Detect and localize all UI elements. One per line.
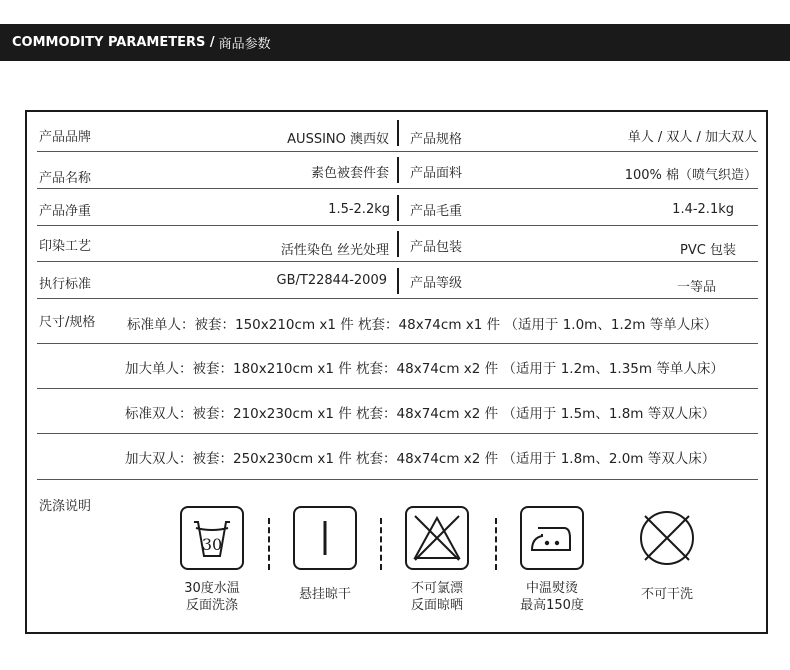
care-text: 最高150度 xyxy=(520,598,584,613)
param-value: 1.4-2.1kg xyxy=(672,202,734,217)
param-label: 产品毛重 xyxy=(410,204,463,219)
column-divider xyxy=(397,268,399,294)
header-title-cn: 商品参数 xyxy=(218,37,271,52)
param-label: 执行标准 xyxy=(39,277,92,292)
size-row xyxy=(37,299,758,344)
care-text: 不可干洗 xyxy=(640,587,693,602)
param-label: 印染工艺 xyxy=(39,239,92,254)
column-divider xyxy=(397,120,399,146)
column-divider xyxy=(397,157,399,183)
param-value: 100% 棉（喷气织造） xyxy=(624,168,757,183)
param-label: 产品名称 xyxy=(39,171,92,186)
hang-dry-icon xyxy=(293,506,357,570)
care-item-bleach xyxy=(402,506,472,613)
care-divider xyxy=(380,518,382,570)
size-spec-line: 加大双人：被套：250x230cm x1 件 枕套：48x74cm x2 件 （适用于 1.8m、2.0m 等双人床） xyxy=(125,451,716,467)
param-value: 1.5-2.2kg xyxy=(328,202,390,217)
care-divider xyxy=(268,518,270,570)
column-divider xyxy=(397,231,399,257)
iron-medium-icon xyxy=(520,506,584,570)
care-text: 反面晾晒 xyxy=(410,598,463,613)
param-label: 产品面料 xyxy=(410,166,463,181)
care-text: 反面洗涤 xyxy=(185,598,238,613)
param-value: 素色被套件套 xyxy=(310,166,389,181)
param-value: 活性染色 丝光处理 xyxy=(280,243,389,258)
care-text: 不可氯漂 xyxy=(410,581,463,596)
no-bleach-icon xyxy=(405,506,469,570)
care-item-iron xyxy=(517,506,587,613)
care-item-dry-clean xyxy=(632,506,702,602)
care-label: 洗涤说明 xyxy=(39,499,92,514)
size-spec-line: 标准单人：被套：150x210cm x1 件 枕套：48x74cm x1 件 （适用于 1.0m、1.2m 等单人床） xyxy=(127,317,718,333)
section-header xyxy=(0,24,790,61)
param-label: 产品包装 xyxy=(410,240,463,255)
column-divider xyxy=(397,195,399,221)
param-label: 产品规格 xyxy=(410,132,463,147)
size-spec-line: 标准双人：被套：210x230cm x1 件 枕套：48x74cm x2 件 （适用于 1.5m、1.8m 等双人床） xyxy=(125,406,716,422)
care-text: 中温熨烫 xyxy=(525,581,578,596)
size-row xyxy=(37,344,758,389)
care-item-wash xyxy=(177,506,247,613)
header-title-en: COMMODITY PARAMETERS / xyxy=(12,35,215,50)
care-text: 30度水温 xyxy=(184,581,240,596)
param-label: 产品品牌 xyxy=(39,130,92,145)
size-row xyxy=(37,389,758,434)
no-dry-clean-icon xyxy=(635,506,699,570)
param-label: 产品等级 xyxy=(410,276,463,291)
param-value: PVC 包装 xyxy=(680,243,736,258)
wash-30-icon xyxy=(180,506,244,570)
care-divider xyxy=(495,518,497,570)
size-spec-line: 加大单人：被套：180x210cm x1 件 枕套：48x74cm x2 件 （适用于 1.2m、1.35m 等单人床） xyxy=(125,361,724,377)
param-value: 单人 / 双人 / 加大双人 xyxy=(627,130,757,145)
size-row xyxy=(37,434,758,480)
param-value: GB/T22844-2009 xyxy=(276,273,387,288)
care-item-hang xyxy=(290,506,360,602)
param-value: AUSSINO 澳西奴 xyxy=(287,132,389,147)
wash-temp: 30 xyxy=(201,535,223,554)
param-value: 一等品 xyxy=(676,280,716,295)
size-label: 尺寸/规格 xyxy=(39,315,96,330)
param-label: 产品净重 xyxy=(39,204,92,219)
care-text: 悬挂晾干 xyxy=(298,587,351,602)
parameters-table xyxy=(25,110,768,634)
